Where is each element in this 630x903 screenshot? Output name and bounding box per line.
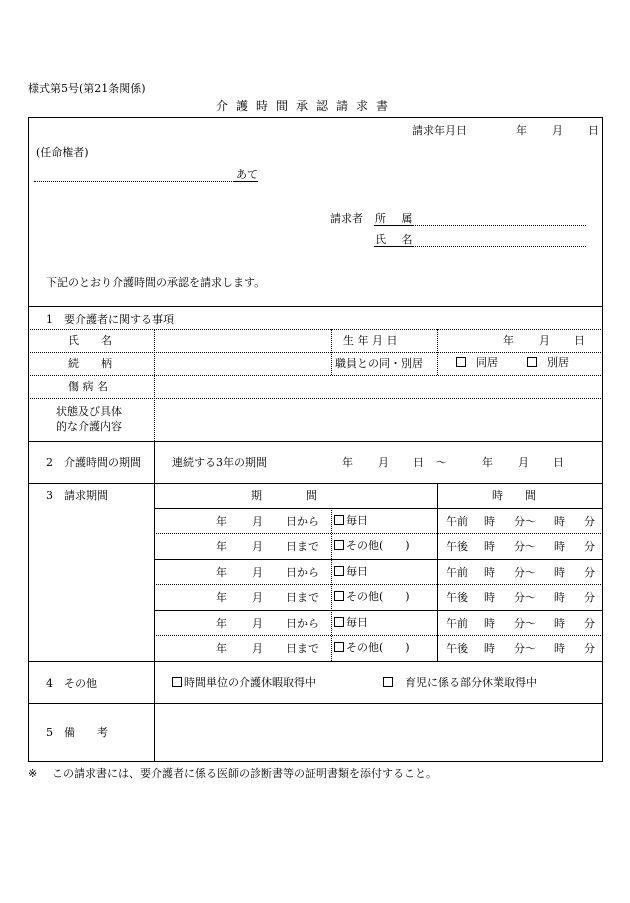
period-to: 日まで [286,591,319,604]
addressee-suffix: あて [236,168,258,181]
cohabit-checkbox[interactable] [456,357,498,368]
time-pm: 午後 [446,591,468,604]
request-day: 日 [588,124,599,137]
illness-label: 傷 病 名 [68,380,108,393]
birth-label: 生 年 月 日 [343,334,398,347]
time-minute-to: 分～ [514,540,536,553]
other-checkbox[interactable] [334,540,410,551]
time-minute-to: 分～ [514,642,536,655]
checkbox-icon [172,677,182,687]
period-start-day: 日 [413,456,424,469]
period-to: 日まで [286,642,319,655]
row-divider [28,398,603,399]
other-checkbox[interactable] [334,591,410,602]
relation-label: 続 柄 [68,357,112,370]
period-label: 連続する3年の期間 [172,456,267,469]
period-start-month: 月 [378,456,389,469]
time-hour: 時 [484,540,495,553]
row-divider [154,635,603,636]
checkbox-icon [383,677,393,687]
period-month: 月 [252,566,263,579]
patient-name-label: 氏 名 [68,334,112,347]
period-start-year: 年 [342,456,353,469]
checkbox-icon [334,617,344,627]
time-hour: 時 [484,617,495,630]
period-month: 月 [252,642,263,655]
divider [28,483,603,484]
time-pm: 午後 [446,642,468,655]
daily-checkbox[interactable] [334,566,368,577]
condition-label: 的な介護内容 [56,420,122,433]
form-number: 様式第5号(第21条関係) [28,82,146,95]
period-tilde: ～ [436,456,447,469]
time-minute-to: 分～ [514,566,536,579]
period-from: 日から [286,617,319,630]
divider [28,703,603,704]
time-minute: 分 [584,617,595,630]
time-minute-to: 分～ [514,591,536,604]
col-divider [154,329,155,441]
checkbox-icon [334,515,344,525]
checkbox-icon [334,591,344,601]
section4-heading: 4 その他 [46,677,97,690]
period-header: 期 間 [251,489,317,502]
daily-label: 毎日 [346,565,368,578]
checkbox-icon [527,357,537,367]
request-statement: 下記のとおり介護時間の承認を請求します。 [46,276,266,289]
time-hour: 時 [554,540,565,553]
period-year: 年 [216,617,227,630]
col-divider [154,703,155,762]
period-year: 年 [216,591,227,604]
row-divider [28,375,603,376]
request-month: 月 [552,124,563,137]
checkbox-icon [334,540,344,550]
period-month: 月 [252,515,263,528]
period-year: 年 [216,540,227,553]
page-title: 介護時間承認請求書 [216,99,397,113]
time-hour: 時 [484,591,495,604]
time-minute: 分 [584,591,595,604]
other-label: その他( ) [346,539,410,552]
separate-checkbox[interactable] [527,357,569,368]
time-hour: 時 [554,515,565,528]
row-divider [154,533,603,534]
time-minute: 分 [584,515,595,528]
time-hour: 時 [484,642,495,655]
col-divider [331,329,332,375]
request-date-label: 請求年月日 [412,124,467,137]
section1-heading: 1 要介護者に関する事項 [46,313,174,326]
row-divider [154,610,603,611]
time-header: 時 間 [492,489,536,502]
time-minute: 分 [584,540,595,553]
section2-heading: 2 介護時間の期間 [46,456,141,469]
suffix-underline [234,181,258,182]
daily-label: 毎日 [346,616,368,629]
time-am: 午前 [446,566,468,579]
cohabit-label: 職員との同・別居 [335,357,423,370]
divider [28,306,603,307]
addressee-label: (任命権者) [36,146,89,159]
time-am: 午前 [446,617,468,630]
childcare-leave-label: 育児に係る部分休業取得中 [405,676,537,689]
footnote-mark: ※ [28,767,38,780]
time-am: 午前 [446,515,468,528]
period-end-day: 日 [553,456,564,469]
checkbox-icon [334,566,344,576]
care-leave-label: 時間単位の介護休暇取得中 [184,676,316,689]
time-hour: 時 [484,515,495,528]
time-minute: 分 [584,566,595,579]
checkbox-icon [456,357,466,367]
separate-option: 別居 [547,356,569,369]
period-month: 月 [252,540,263,553]
other-label: その他( ) [346,641,410,654]
row-divider [154,508,603,509]
row-divider [154,559,603,560]
affiliation-field[interactable] [412,225,586,226]
period-end-year: 年 [482,456,493,469]
footnote-text: この請求書には、要介護者に係る医師の診断書等の証明書類を添付すること。 [52,767,437,780]
birth-month: 月 [539,334,550,347]
name-label: 氏 名 [375,233,419,246]
row-divider [154,584,603,585]
requester-label: 請求者 [330,212,363,225]
childcare-leave-checkbox[interactable] [383,677,537,688]
period-year: 年 [216,642,227,655]
time-hour: 時 [554,566,565,579]
care-leave-checkbox[interactable] [172,677,316,688]
daily-checkbox[interactable] [334,515,368,526]
name-underline [374,246,412,247]
birth-year: 年 [503,334,514,347]
period-month: 月 [252,591,263,604]
time-hour: 時 [554,617,565,630]
form-frame [28,117,603,762]
daily-checkbox[interactable] [334,617,368,628]
period-end-month: 月 [518,456,529,469]
period-to: 日まで [286,540,319,553]
col-divider [154,441,155,483]
other-label: その他( ) [346,590,410,603]
period-year: 年 [216,566,227,579]
time-hour: 時 [554,591,565,604]
time-hour: 時 [484,566,495,579]
affiliation-label: 所 属 [375,212,419,225]
col-divider [154,661,155,703]
section3-heading: 3 請求期間 [46,489,108,502]
period-from: 日から [286,515,319,528]
birth-day: 日 [574,334,585,347]
request-year: 年 [516,124,527,137]
time-pm: 午後 [446,540,468,553]
condition-label: 状態及び具体 [56,405,122,418]
addressee-field[interactable] [34,181,234,182]
row-divider [28,352,603,353]
col-divider [437,329,438,375]
time-minute-to: 分～ [514,515,536,528]
time-minute-to: 分～ [514,617,536,630]
other-checkbox[interactable] [334,642,410,653]
section5-heading: 5 備 考 [46,726,108,739]
checkbox-icon [334,642,344,652]
period-month: 月 [252,617,263,630]
cohabit-option: 同居 [476,356,498,369]
divider [28,661,603,662]
divider [28,441,603,442]
daily-label: 毎日 [346,514,368,527]
affiliation-underline [374,225,412,226]
remarks-field[interactable] [160,710,590,754]
period-from: 日から [286,566,319,579]
time-hour: 時 [554,642,565,655]
row-divider [28,329,603,330]
period-year: 年 [216,515,227,528]
name-field[interactable] [412,246,586,247]
time-minute: 分 [584,642,595,655]
